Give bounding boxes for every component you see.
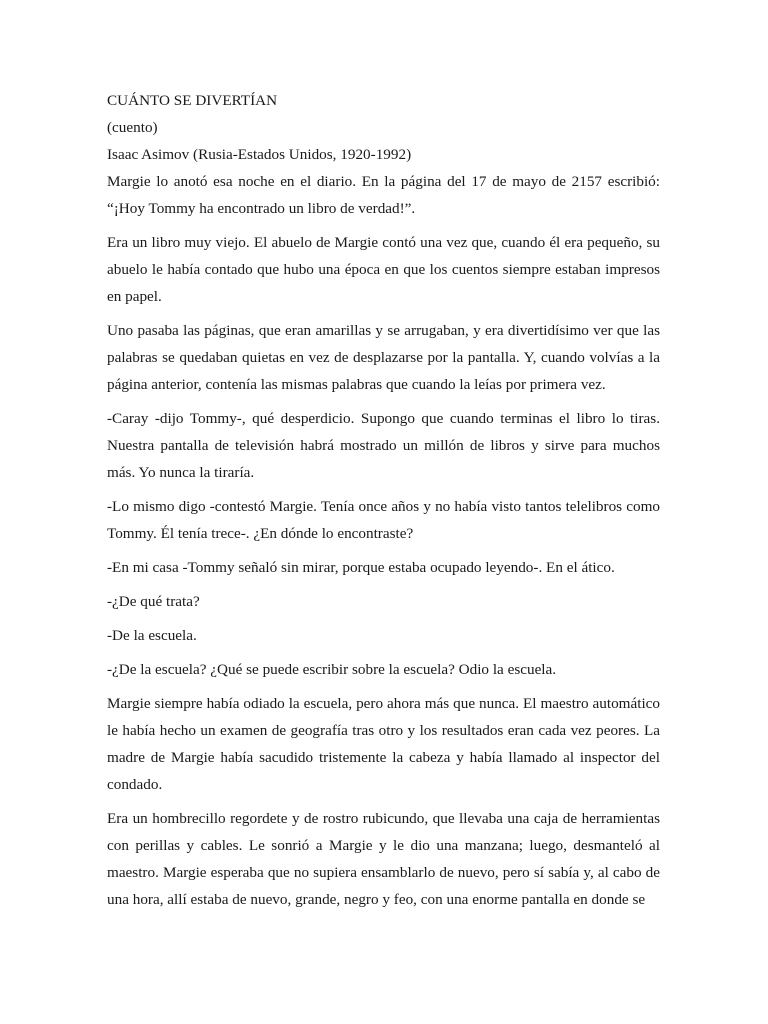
paragraph: Margie lo anotó esa noche en el diario. En la página del 17 de mayo de 2157 escribió: “¡Hoy Tommy ha encontrado un libro de verdad!”. xyxy=(107,173,660,217)
paragraph: -Caray -dijo Tommy-, qué desperdicio. Supongo que cuando terminas el libro lo tiras. Nuestra pantalla de televisión habrá mostrado un millón de libros y sirve para muchos más. Yo nunca la tiraría. xyxy=(107,410,660,481)
paragraph: Era un hombrecillo regordete y de rostro rubicundo, que llevaba una caja de herramientas con perillas y cables. Le sonrió a Margie y le dio una manzana; luego, desmanteló al maestro. Margie esperaba que no supiera ensamblarlo de nuevo, pero sí sabía y, al cabo de una hora, allí estaba de nuevo, grande, negro y feo, con una enorme pantalla en donde se xyxy=(107,810,660,908)
paragraph: -¿De la escuela? ¿Qué se puede escribir sobre la escuela? Odio la escuela. xyxy=(107,661,557,678)
document-subtitle: (cuento) xyxy=(107,119,158,136)
paragraph: -¿De qué trata? xyxy=(107,593,200,610)
document-page xyxy=(107,87,660,920)
document-author: Isaac Asimov (Rusia-Estados Unidos, 1920-1992) xyxy=(107,146,412,163)
paragraph: -De la escuela. xyxy=(107,627,197,644)
paragraph: Era un libro muy viejo. El abuelo de Margie contó una vez que, cuando él era pequeño, su abuelo le había contado que hubo una época en que los cuentos siempre estaban impresos en papel. xyxy=(107,234,660,305)
paragraph: Uno pasaba las páginas, que eran amarillas y se arrugaban, y era divertidísimo ver que las palabras se quedaban quietas en vez de desplazarse por la pantalla. Y, cuando volvías a la página anterior, contenía las mismas palabras que cuando la leías por primera vez. xyxy=(107,322,660,393)
paragraph: -Lo mismo digo -contestó Margie. Tenía once años y no había visto tantos telelibros como Tommy. Él tenía trece-. ¿En dónde lo encontraste? xyxy=(107,498,660,542)
paragraph: Margie siempre había odiado la escuela, pero ahora más que nunca. El maestro automático le había hecho un examen de geografía tras otro y los resultados eran cada vez peores. La madre de Margie había sacudido tristemente la cabeza y había llamado al inspector del condado. xyxy=(107,695,660,793)
document-title: CUÁNTO SE DIVERTÍAN xyxy=(107,92,278,109)
paragraph: -En mi casa -Tommy señaló sin mirar, porque estaba ocupado leyendo-. En el ático. xyxy=(107,559,615,576)
